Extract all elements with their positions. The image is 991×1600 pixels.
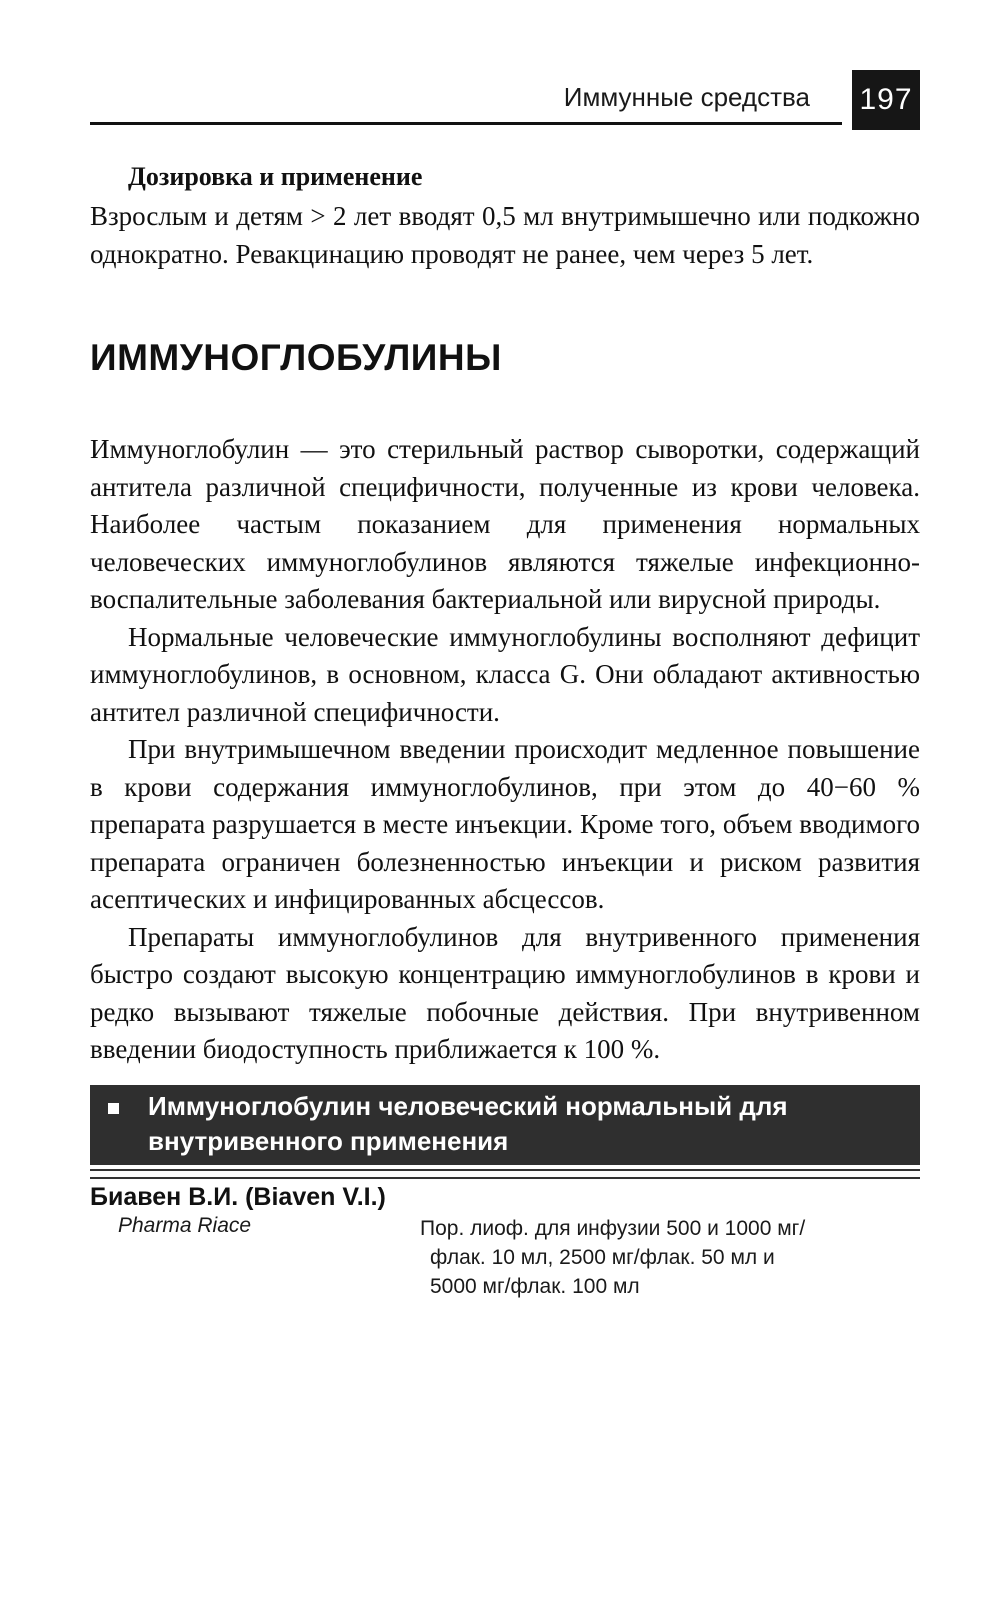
book-page: [90, 68, 920, 1304]
dosage-form-description: [420, 1214, 890, 1301]
page-number: 197: [852, 70, 920, 130]
section-title: ИММУНОГЛОБУЛИНЫ: [90, 337, 502, 378]
square-bullet-icon: [108, 1103, 119, 1114]
paragraph: При внутримышечном введении происходит медленное повышение в крови содержания иммуноглобулинов, при этом до 40−60 % препарата разрушается в месте инъекции. Кроме того, объем вводимого препарата ограничен болезненностью инъекции и риском развития асептических и инфицированных абсцессов.: [90, 734, 920, 914]
form-line: 5000 мг/флак. 100 мл: [430, 1274, 640, 1298]
form-line: флак. 10 мл, 2500 мг/флак. 50 мл и: [430, 1245, 775, 1269]
drug-entry-row: [90, 1214, 920, 1304]
drug-group-title: Иммуноглобулин человеческий нормальный для внутривенного применения: [148, 1090, 788, 1156]
dosage-text: Взрослым и детям > 2 лет вводят 0,5 мл внутримышечно или подкожно однократно. Ревакцинацию проводят не ранее, чем через 5 лет.: [90, 201, 920, 269]
header-title: Иммунные средства: [563, 82, 810, 112]
paragraph: Нормальные человеческие иммуноглобулины восполняют дефицит иммуноглобулинов, в основном, класса G. Они обладают активностью антител различной специфичности.: [90, 621, 920, 727]
double-rule-divider: [90, 1169, 920, 1179]
dosage-heading: Дозировка и применение: [128, 162, 423, 191]
drug-name: Биавен В.И. (Biaven V.I.): [90, 1182, 386, 1211]
running-header: [90, 68, 920, 128]
paragraph: Иммуноглобулин — это стерильный раствор сыворотки, содержащий антитела различной специфичности, полученные из крови человека. Наиболее частым показанием для применения нормальных человеческих иммуноглобулинов являются тяжелые инфекционно-воспалительные заболевания бактериальной или вирусной природы.: [90, 434, 920, 614]
header-rule: [90, 122, 842, 125]
form-line: Пор. лиоф. для инфузии 500 и 1000 мг/: [420, 1216, 806, 1240]
manufacturer: Pharma Riace: [118, 1213, 252, 1237]
paragraph: Препараты иммуноглобулинов для внутривенного применения быстро создают высокую концентрацию иммуноглобулинов в крови и редко вызывают тяжелые побочные действия. При внутривенном введении биодоступность приближается к 100 %.: [90, 921, 920, 1064]
drug-group-banner: [90, 1085, 920, 1165]
